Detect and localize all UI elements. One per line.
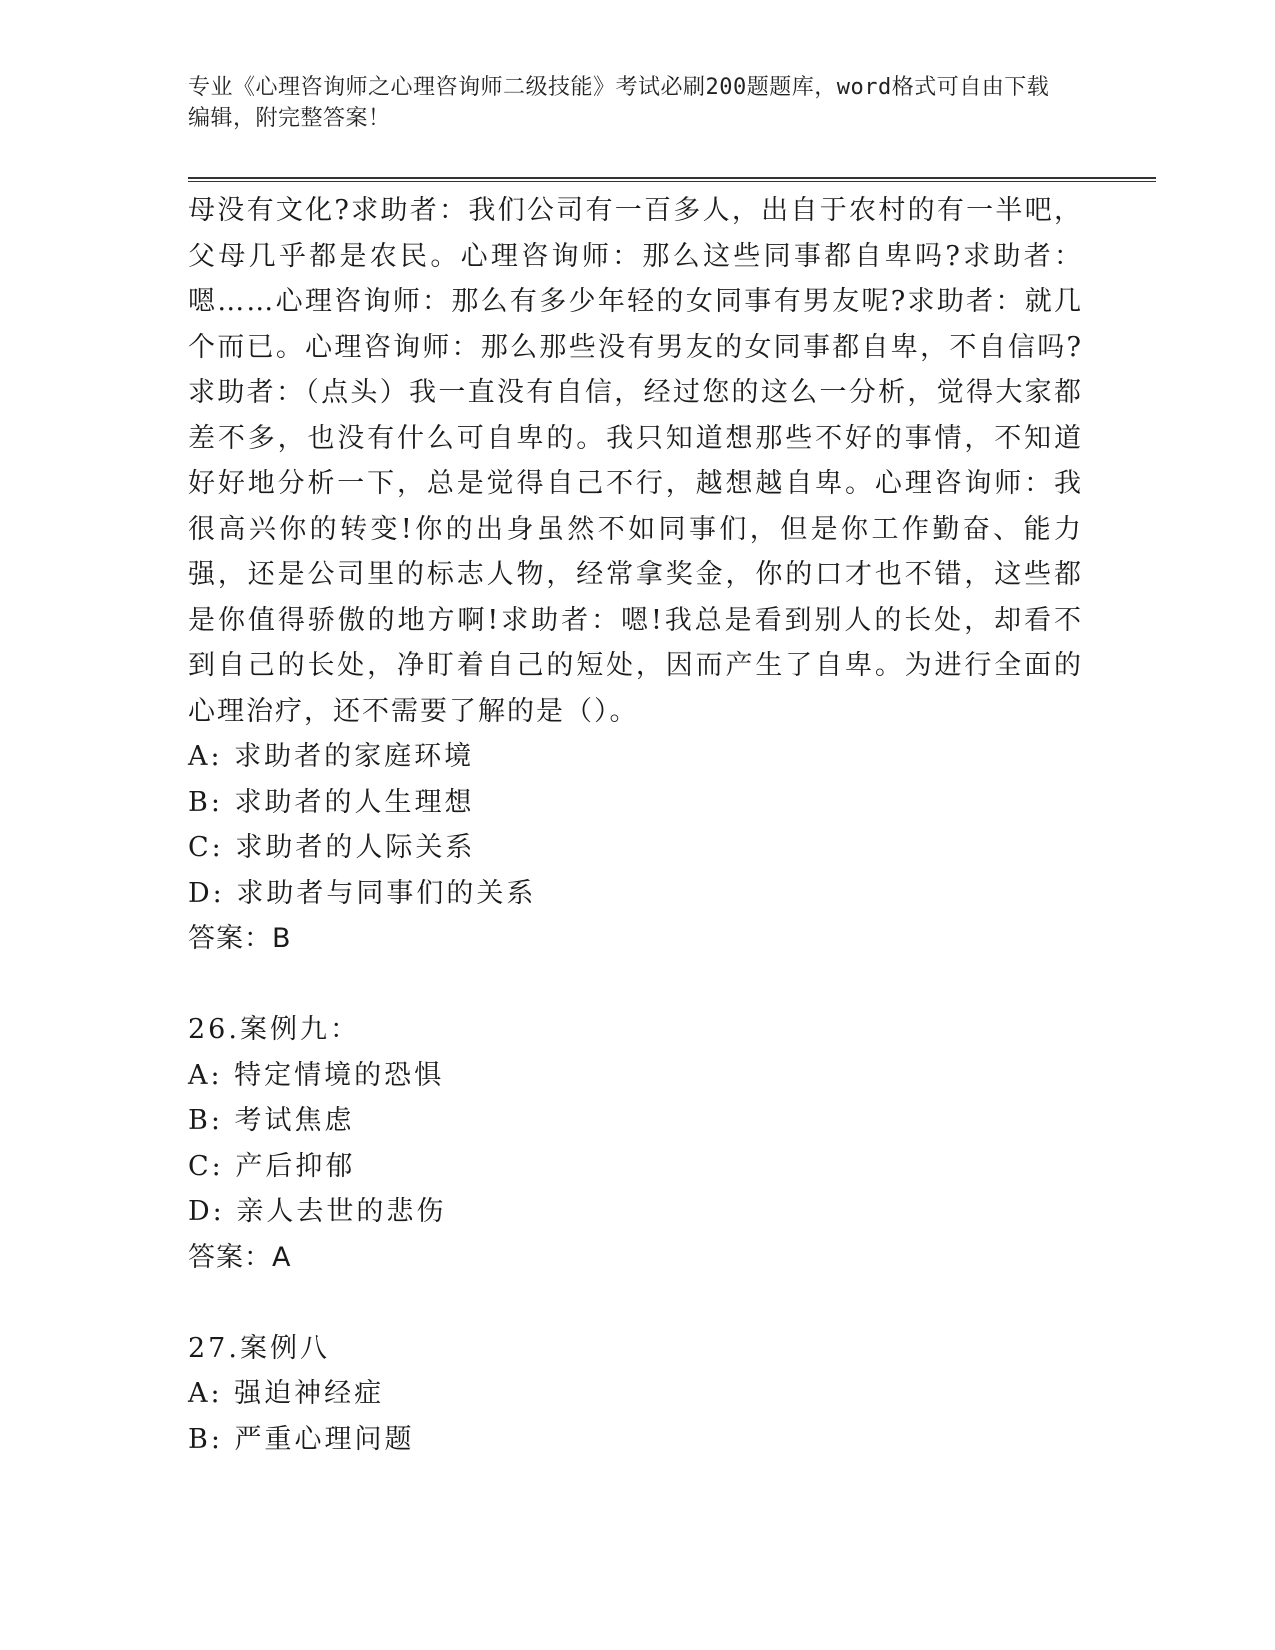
header-divider [188,177,1156,182]
question-passage: 母没有文化?求助者：我们公司有一百多人，出自于农村的有一半吧，父母几乎都是农民。心理咨询师：那么这些同事都自卑吗?求助者：嗯……心理咨询师：那么有多少年轻的女同事有男友呢?求助者：就几个而已。心理咨询师：那么那些没有男友的女同事都自卑，不自信吗?求助者：（点头）我一直没有自信，经过您的这么一分析，觉得大家都差不多，也没有什么可自卑的。我只知道想那些不好的事情，不知道好好地分析一下，总是觉得自己不行，越想越自卑。心理咨询师：我很高兴你的转变!你的出身虽然不如同事们，但是你工作勤奋、能力强，还是公司里的标志人物，经常拿奖金，你的口才也不错，这些都是你值得骄傲的地方啊!求助者：嗯!我总是看到别人的长处，却看不到自己的长处，净盯着自己的短处，因而产生了自卑。为进行全面的心理治疗，还不需要了解的是（）。 [188,195,1083,727]
option-d: D: 亲人去世的悲伤 [188,1196,447,1227]
answer-line: 答案：A [188,1241,292,1273]
option-c: C: 产后抑郁 [188,1150,356,1182]
question-stem: 27.案例八 [188,1332,330,1364]
question-26 [188,1007,1083,1280]
question-content [188,188,1083,1462]
question-25 [188,188,1083,962]
spacer [188,1280,1083,1326]
spacer [188,962,1083,1008]
page-header: 专业《心理咨询师之心理咨询师二级技能》考试必刷200题题库，word格式可自由下载编辑，附完整答案！ [188,75,1050,131]
option-c: C: 求助者的人际关系 [188,832,476,863]
option-d: D: 求助者与同事们的关系 [188,877,537,909]
option-b: B: 求助者的人生理想 [188,786,475,818]
question-27 [188,1326,1083,1463]
option-b: B: 考试焦虑 [188,1105,355,1136]
option-b: B: 严重心理问题 [188,1423,415,1455]
answer-line: 答案：B [188,923,292,954]
option-a: A: 特定情境的恐惧 [188,1059,445,1091]
option-a: A: 求助者的家庭环境 [188,741,475,772]
option-a: A: 强迫神经症 [188,1378,385,1409]
question-stem: 26.案例九： [188,1014,360,1045]
